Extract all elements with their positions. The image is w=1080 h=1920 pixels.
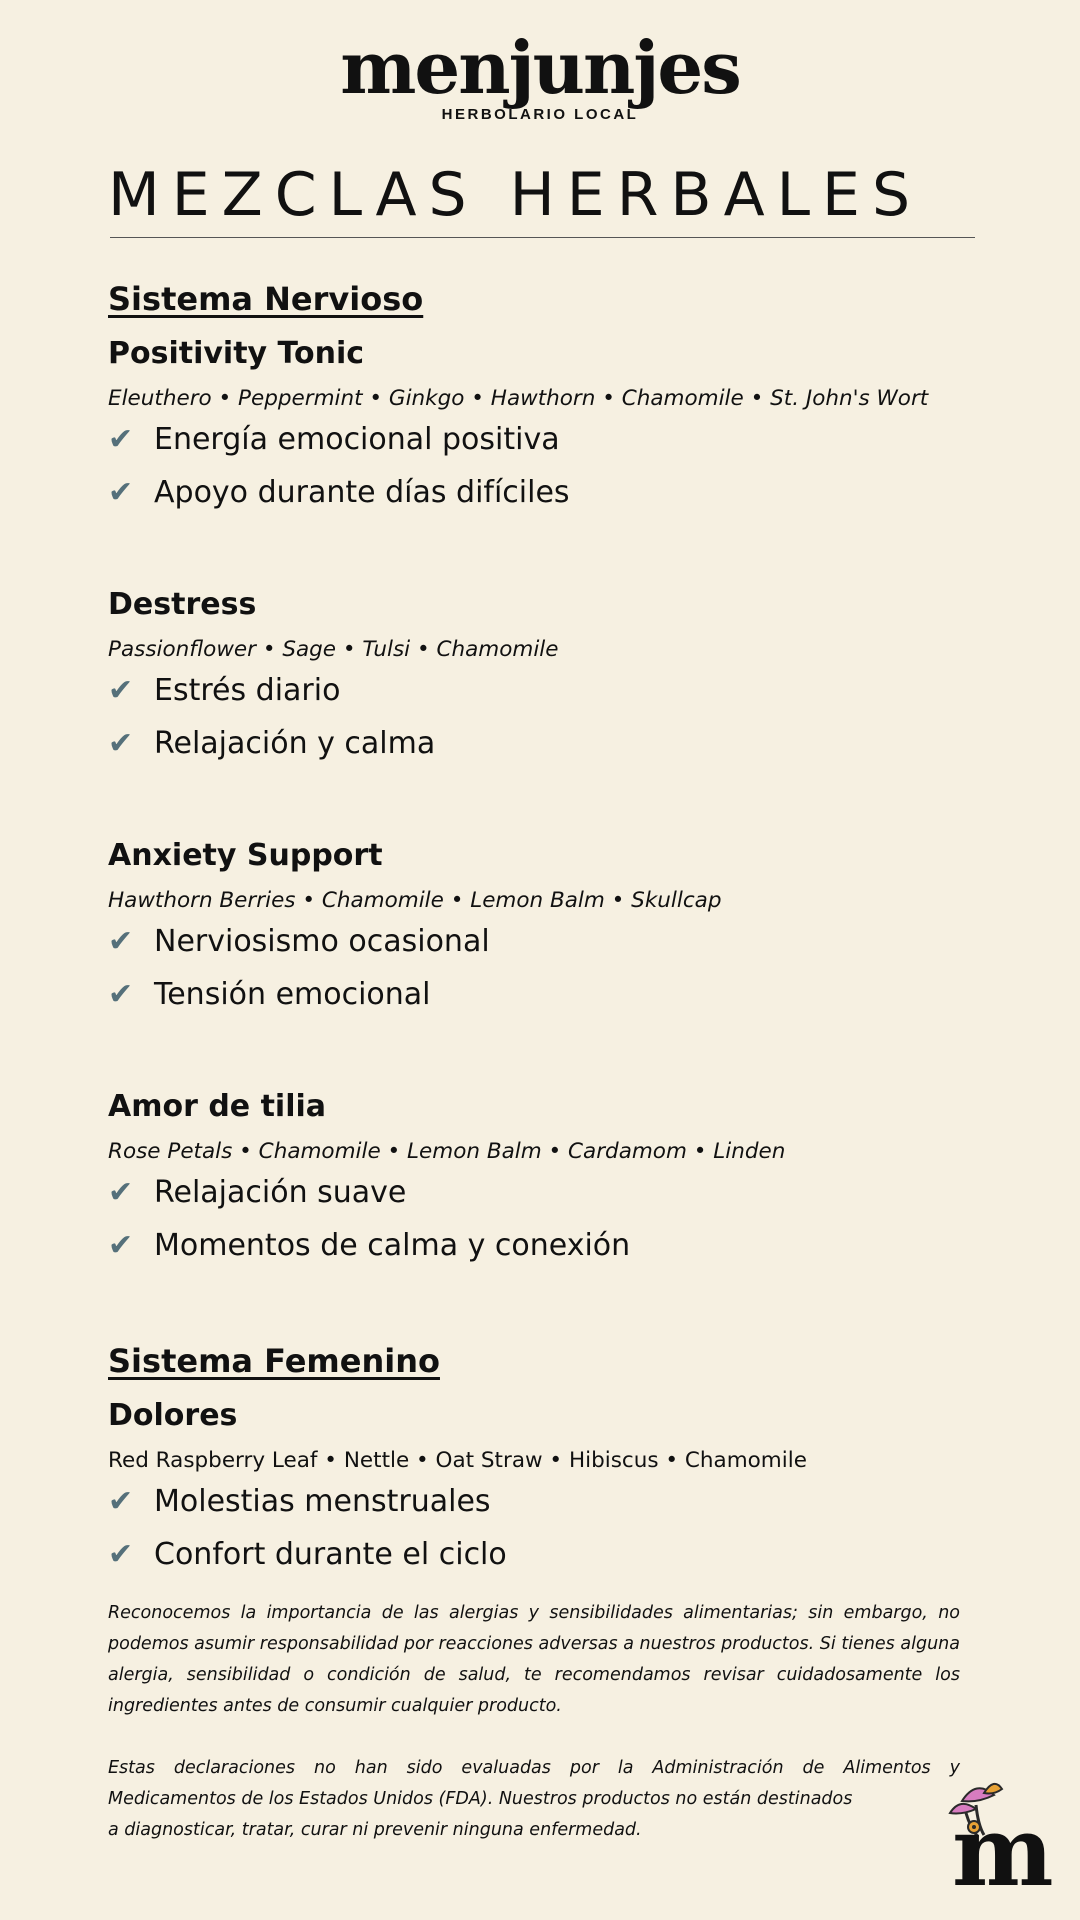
page-title: MEZCLAS HERBALES (108, 160, 923, 230)
benefit-item (108, 922, 980, 962)
product-ingredients: Passionflower • Sage • Tulsi • Chamomile (108, 637, 559, 662)
brand-logo (0, 25, 1080, 123)
fda-disclaimer-line: Medicamentos de los Estados Unidos (FDA). Nuestros productos no están destinados (108, 1789, 853, 1809)
product-name: Destress (108, 587, 257, 622)
benefit-label: Molestias menstruales (154, 1484, 491, 1519)
benefit-item (108, 420, 980, 460)
check-icon: ✔ (108, 475, 134, 510)
check-icon: ✔ (108, 422, 134, 457)
benefit-label: Tensión emocional (154, 977, 431, 1012)
fda-disclaimer (108, 1753, 960, 1846)
product-amor-de-tilia (108, 1087, 980, 1266)
check-icon: ✔ (108, 1537, 134, 1572)
benefit-item (108, 473, 980, 513)
check-icon: ✔ (108, 1228, 134, 1263)
benefit-item (108, 975, 980, 1015)
product-anxiety-support (108, 836, 980, 1015)
check-icon: ✔ (108, 726, 134, 761)
benefit-item (108, 1226, 980, 1266)
benefit-label: Nerviosismo ocasional (154, 924, 490, 959)
check-icon: ✔ (108, 1484, 134, 1519)
benefit-label: Apoyo durante días difíciles (154, 475, 570, 510)
product-name: Dolores (108, 1398, 238, 1433)
check-icon: ✔ (108, 977, 134, 1012)
section-heading: Sistema Femenino (108, 1342, 440, 1380)
section-sistema-nervioso (108, 278, 980, 320)
benefit-label: Momentos de calma y conexión (154, 1228, 631, 1263)
fda-disclaimer-line: Estas declaraciones no han sido evaluadas por la Administración de Alimentos y (108, 1758, 960, 1778)
brand-tagline: HERBOLARIO LOCAL (441, 106, 639, 123)
benefit-item (108, 671, 980, 711)
brand-name: menjunjes (340, 25, 740, 110)
section-sistema-femenino (108, 1340, 980, 1382)
product-destress (108, 585, 980, 764)
benefit-label: Relajación y calma (154, 726, 436, 761)
product-dolores (108, 1396, 980, 1575)
benefit-label: Confort durante el ciclo (154, 1537, 507, 1572)
benefit-item (108, 1173, 980, 1213)
check-icon: ✔ (108, 1175, 134, 1210)
product-positivity-tonic (108, 334, 980, 513)
benefit-item (108, 1535, 980, 1575)
product-name: Anxiety Support (108, 838, 383, 873)
allergy-disclaimer: Reconocemos la importancia de las alergias y sensibilidades alimentarias; sin embargo, no podemos asumir responsabilidad por reacciones adversas a nuestros productos. Si tienes alguna alergia, sensibilidad o condición de salud, te recomendamos revisar cuidadosamente los ingredientes antes de consumir cualquier producto. (108, 1603, 960, 1716)
section-heading: Sistema Nervioso (108, 280, 424, 318)
product-name: Positivity Tonic (108, 336, 365, 371)
corner-logo-letter: m (952, 1795, 1054, 1890)
product-ingredients: Eleuthero • Peppermint • Ginkgo • Hawthorn • Chamomile • St. John's Wort (108, 386, 929, 411)
fda-disclaimer-line: a diagnosticar, tratar, curar ni prevenir ninguna enfermedad. (108, 1820, 642, 1840)
benefit-item (108, 724, 980, 764)
mushroom-icon (948, 1775, 1058, 1890)
benefit-label: Energía emocional positiva (154, 422, 560, 457)
product-ingredients: Rose Petals • Chamomile • Lemon Balm • Cardamom • Linden (108, 1139, 786, 1164)
product-ingredients: Red Raspberry Leaf • Nettle • Oat Straw • Hibiscus • Chamomile (108, 1448, 807, 1473)
check-icon: ✔ (108, 673, 134, 708)
product-name: Amor de tilia (108, 1089, 327, 1124)
benefit-label: Relajación suave (154, 1175, 407, 1210)
benefit-item (108, 1482, 980, 1522)
title-divider (110, 237, 975, 238)
corner-logo (948, 1775, 1058, 1890)
product-ingredients: Hawthorn Berries • Chamomile • Lemon Balm • Skullcap (108, 888, 722, 913)
check-icon: ✔ (108, 924, 134, 959)
benefit-label: Estrés diario (154, 673, 341, 708)
